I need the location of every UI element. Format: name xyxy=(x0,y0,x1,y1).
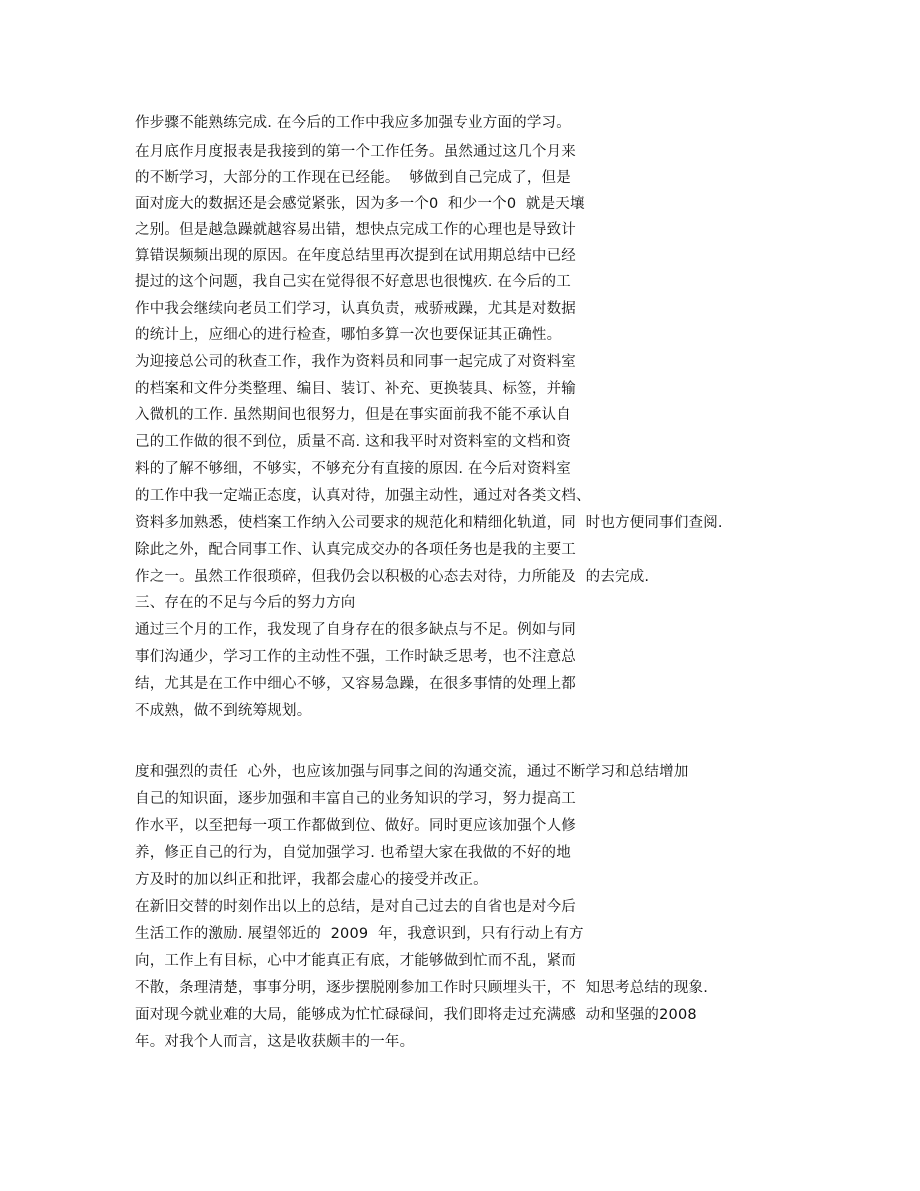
text-line: 通过三个月的工作，我发现了自身存在的很多缺点与不足。例如与同 xyxy=(135,622,576,638)
text-line: 不成熟，做不到统筹规划。 xyxy=(135,703,312,719)
text-line: 除此之外，配合同事工作、认真完成交办的各项任务也是我的主要工 xyxy=(135,542,576,558)
text-line: 的工作中我一定端正态度，认真对待，加强主动性，通过对各类文档、 xyxy=(135,488,591,504)
text-line: 面对庞大的数据还是会感觉紧张，因为多一个0 和少一个0 就是天壤 xyxy=(135,196,585,212)
text-line: 在月底作月度报表是我接到的第一个工作任务。虽然通过这几个月来 xyxy=(135,144,576,160)
text-line: 的不断学习，大部分的工作现在已经能。 够做到自己完成了，但是 xyxy=(135,170,571,186)
text-line: 结，尤其是在工作中细心不够，又容易急躁，在很多事情的处理上都 xyxy=(135,676,576,692)
text-line: 作之一。虽然工作很琐碎，但我仍会以积极的心态去对待，力所能及 的去完成. xyxy=(135,569,650,585)
text-line: 生活工作的激励. 展望邻近的 2009 年，我意识到，只有行动上有方 xyxy=(135,926,584,942)
text-line: 入微机的工作. 虽然期间也很努力，但是在事实面前我不能不承认自 xyxy=(135,407,571,423)
text-line: 的档案和文件分类整理、编目、装订、补充、更换装具、标签，并输 xyxy=(135,381,576,397)
text-line: 为迎接总公司的秋查工作，我作为资料员和同事一起完成了对资料室 xyxy=(135,354,576,370)
text-line: 不散，条理清楚，事事分明，逐步摆脱刚参加工作时只顾埋头干，不 知思考总结的现象. xyxy=(135,980,709,996)
text-line: 料的了解不够细，不够实，不够充分有直接的原因. 在今后对资料室 xyxy=(135,461,571,477)
text-line: 向，工作上有目标，心中才能真正有底，才能够做到忙而不乱，紧而 xyxy=(135,953,576,969)
text-line: 自己的知识面，逐步加强和丰富自己的业务知识的学习，努力提高工 xyxy=(135,791,576,807)
text-line: 年。对我个人而言，这是收获颇丰的一年。 xyxy=(135,1034,415,1050)
text-line: 作步骤不能熟练完成. 在今后的工作中我应多加强专业方面的学习。 xyxy=(135,115,571,131)
text-line: 己的工作做的很不到位，质量不高. 这和我平时对资料室的文档和资 xyxy=(135,434,571,450)
section-heading: 三、存在的不足与今后的努力方向 xyxy=(135,595,356,611)
text-line: 方及时的加以纠正和批评，我都会虚心的接受并改正。 xyxy=(135,872,488,888)
text-line: 度和强烈的责任 心外，也应该加强与同事之间的沟通交流，通过不断学习和总结增加 xyxy=(135,764,689,780)
text-line: 作中我会继续向老员工们学习，认真负责，戒骄戒躁，尤其是对数据 xyxy=(135,301,576,317)
text-line: 作水平，以至把每一项工作都做到位、做好。同时更应该加强个人修 xyxy=(135,818,576,834)
text-line: 的统计上，应细心的进行检查，哪怕多算一次也要保证其正确性。 xyxy=(135,327,562,343)
text-line: 资料多加熟悉，使档案工作纳入公司要求的规范化和精细化轨道，同 时也方便同事们查阅. xyxy=(135,515,723,531)
text-line: 面对现今就业难的大局，能够成为忙忙碌碌间，我们即将走过充满感 动和坚强的2008 xyxy=(135,1007,697,1023)
text-line: 在新旧交替的时刻作出以上的总结，是对自己过去的自省也是对今后 xyxy=(135,899,576,915)
text-line: 事们沟通少，学习工作的主动性不强，工作时缺乏思考，也不注意总 xyxy=(135,649,576,665)
text-line: 养，修正自己的行为，自觉加强学习. 也希望大家在我做的不好的地 xyxy=(135,845,571,861)
text-line: 提过的这个问题，我自己实在觉得很不好意思也很愧疚. 在今后的工 xyxy=(135,274,571,290)
text-line: 之别。但是越急躁就越容易出错，想快点完成工作的心理也是导致计 xyxy=(135,222,576,238)
text-line: 算错误频频出现的原因。在年度总结里再次提到在试用期总结中已经 xyxy=(135,248,576,264)
